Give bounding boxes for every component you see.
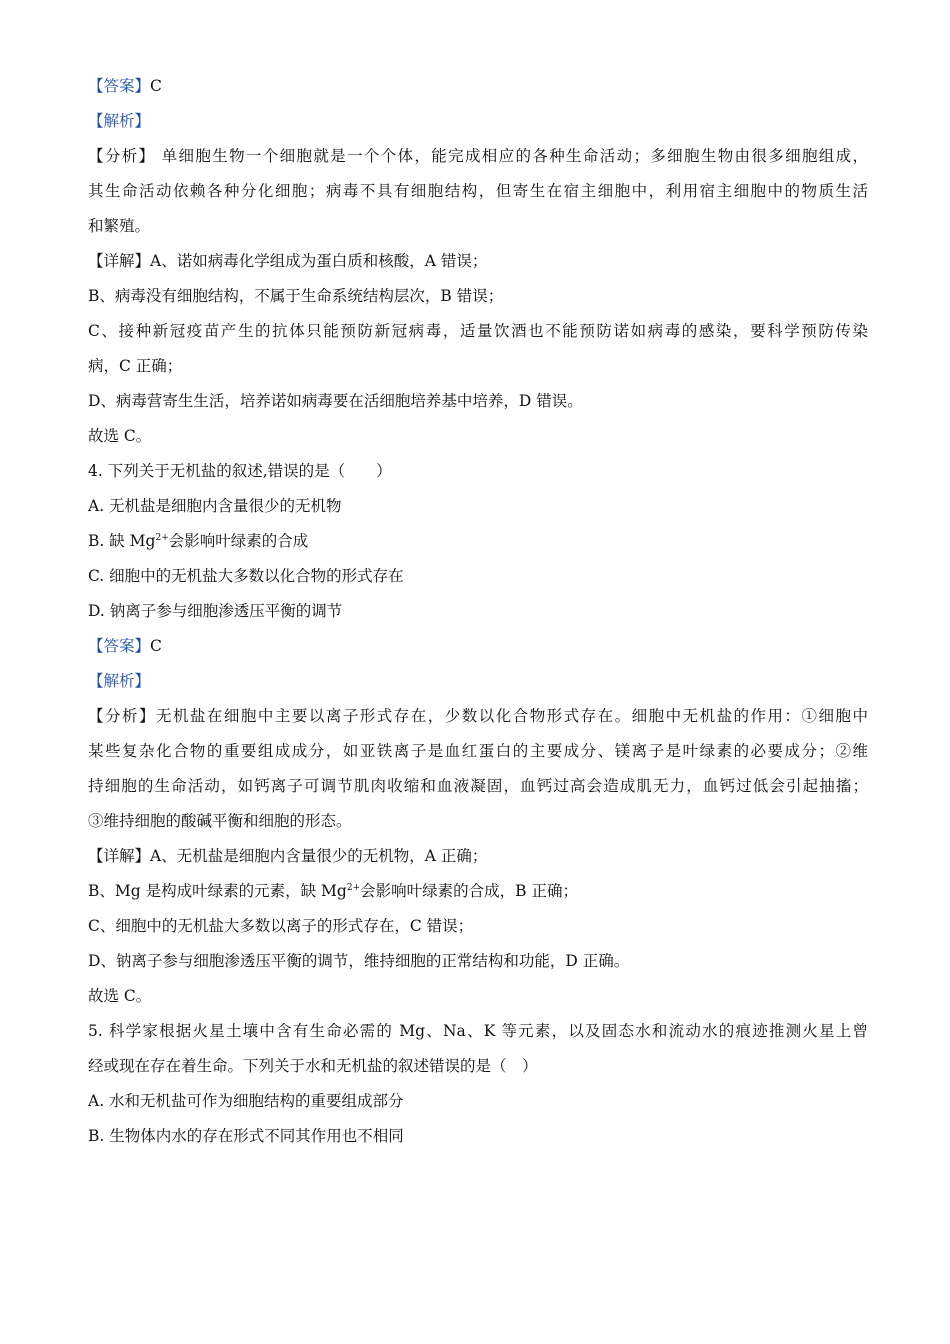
detail-text: A、诺如病毒化学组成为蛋白质和核酸，A 错误；	[150, 252, 488, 270]
option-b-post: 会影响叶绿素的合成	[168, 532, 309, 550]
q4-answer-line	[88, 636, 868, 656]
fenxi-tag: 【分析】	[88, 147, 156, 165]
q4-detail-b	[88, 881, 868, 901]
q4-fenxi-line3: 持细胞的生命活动，如钙离子可调节肌肉收缩和血液凝固，血钙过高会造成肌无力，血钙过低会引起抽搐；	[88, 777, 868, 795]
detail-b-post: 会影响叶绿素的合成，B 正确；	[360, 882, 578, 900]
q3-answer-line	[88, 76, 868, 96]
q4-question: 4. 下列关于无机盐的叙述,错误的是（ ）	[88, 462, 392, 480]
q3-detail-a	[88, 251, 868, 271]
q3-detail-c1: C、接种新冠疫苗产生的抗体只能预防新冠病毒，适量饮酒也不能预防诺如病毒的感染，要科学预防传染	[88, 322, 868, 340]
q4-detail-d: D、钠离子参与细胞渗透压平衡的调节，维持细胞的正常结构和功能，D 正确。	[88, 952, 630, 970]
detail-b-sup: 2+	[346, 882, 361, 893]
answer-tag: 【答案】	[88, 77, 151, 95]
q3-conclusion: 故选 C。	[88, 427, 152, 445]
q4-detail-a	[88, 846, 868, 866]
q3-detail-b: B、病毒没有细胞结构，不属于生命系统结构层次，B 错误；	[88, 287, 504, 305]
analysis-tag: 【解析】	[88, 112, 151, 130]
q4-option-c: C. 细胞中的无机盐大多数以化合物的形式存在	[88, 567, 404, 585]
q4-analysis-heading	[88, 671, 868, 691]
detail-b-pre: B、Mg 是构成叶绿素的元素，缺 Mg	[88, 882, 347, 900]
option-b-sup: 2+	[155, 532, 169, 543]
q5-question-line1: 5. 科学家根据火星土壤中含有生命必需的 Mg、Na、K 等元素，以及固态水和流动水的痕迹推测火星上曾	[88, 1022, 868, 1040]
answer-tag: 【答案】	[88, 637, 151, 655]
xiangjie-tag: 【详解】	[88, 252, 151, 270]
detail-text: A、无机盐是细胞内含量很少的无机物，A 正确；	[150, 847, 488, 865]
q5-question-line2: 经或现在存在着生命。下列关于水和无机盐的叙述错误的是（ ）	[88, 1057, 538, 1075]
q4-conclusion: 故选 C。	[88, 987, 152, 1005]
q4-option-a: A. 无机盐是细胞内含量很少的无机物	[88, 497, 342, 515]
q4-detail-c: C、细胞中的无机盐大多数以离子的形式存在，C 错误；	[88, 917, 474, 935]
q4-fenxi-line1	[88, 706, 868, 726]
document-page	[88, 76, 868, 1161]
q3-fenxi-line2: 其生命活动依赖各种分化细胞；病毒不具有细胞结构，但寄生在宿主细胞中，利用宿主细胞中的物质生活	[88, 182, 868, 200]
fenxi-text: 单细胞生物一个细胞就是一个个体，能完成相应的各种生命活动；多细胞生物由很多细胞组成，	[155, 147, 868, 165]
q3-analysis-heading	[88, 111, 868, 131]
q4-fenxi-line4: ③维持细胞的酸碱平衡和细胞的形态。	[88, 812, 352, 830]
option-b-pre: B. 缺 Mg	[88, 532, 156, 550]
q3-detail-c2: 病，C 正确；	[88, 357, 183, 375]
q4-option-b	[88, 531, 868, 551]
q3-fenxi-line1	[88, 146, 868, 166]
q5-option-b: B. 生物体内水的存在形式不同其作用也不相同	[88, 1127, 404, 1145]
q3-detail-d: D、病毒营寄生生活，培养诺如病毒要在活细胞培养基中培养，D 错误。	[88, 392, 583, 410]
analysis-tag: 【解析】	[88, 672, 151, 690]
xiangjie-tag: 【详解】	[88, 847, 151, 865]
fenxi-text: 无机盐在细胞中主要以离子形式存在，少数以化合物形式存在。细胞中无机盐的作用：①细胞中	[155, 707, 868, 725]
q4-fenxi-line2: 某些复杂化合物的重要组成成分，如亚铁离子是血红蛋白的主要成分、镁离子是叶绿素的必要成分；②维	[88, 742, 868, 760]
fenxi-tag: 【分析】	[88, 707, 156, 725]
answer-value: C	[150, 637, 162, 655]
q5-option-a: A. 水和无机盐可作为细胞结构的重要组成部分	[88, 1092, 404, 1110]
answer-value: C	[150, 77, 162, 95]
q4-option-d: D. 钠离子参与细胞渗透压平衡的调节	[88, 602, 343, 620]
q3-fenxi-line3: 和繁殖。	[88, 217, 151, 235]
